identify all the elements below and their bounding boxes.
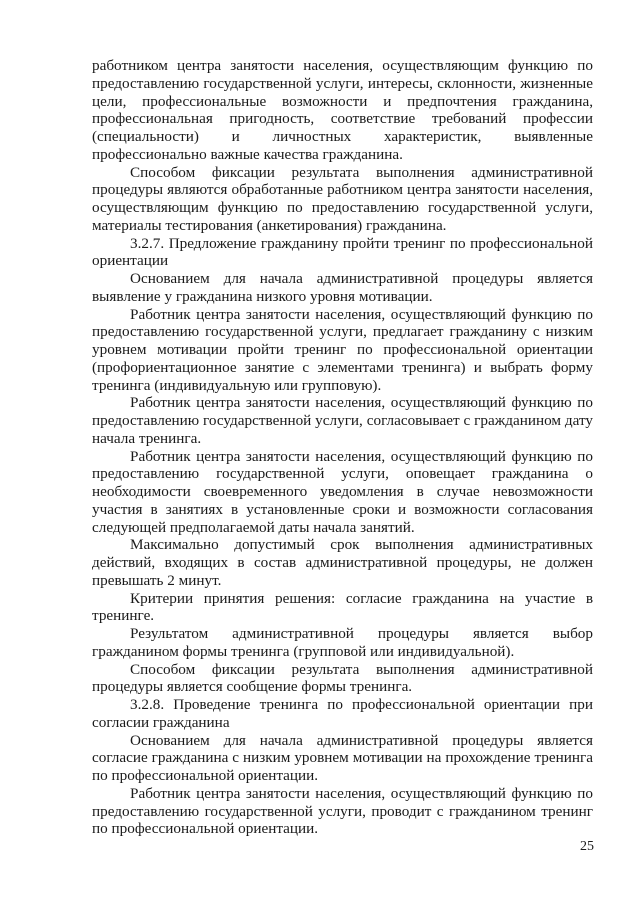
paragraph: Способом фиксации результата выполнения административной процедуры является сообщение формы тренинга. (92, 660, 593, 696)
section-heading: 3.2.7. Предложение гражданину пройти тренинг по профессиональной ориентации (92, 234, 593, 270)
paragraph: Работник центра занятости населения, осуществляющий функцию по предоставлению государственной услуги, предлагает гражданину с низким уровнем мотивации пройти тренинг по профессиональной ориентации (профориентационное занятие с элементами тренинга) и выбрать форму тренинга (индивидуальную или групповую). (92, 305, 593, 394)
paragraph: работником центра занятости населения, осуществляющим функцию по предоставлению государственной услуги, интересы, склонности, жизненные цели, профессиональные возможности и предпочтения гражданина, профессиональная пригодность, соответствие требований профессии (специальности) и личностных характеристик, выявленные профессионально важные качества гражданина. (92, 57, 593, 163)
paragraph: Способом фиксации результата выполнения административной процедуры являются обработанные работником центра занятости населения, осуществляющим функцию по предоставлению государственной услуги, материалы тестирования (анкетирования) гражданина. (92, 163, 593, 234)
section-heading: 3.2.8. Проведение тренинга по профессиональной ориентации при согласии гражданина (92, 696, 593, 731)
paragraph: Работник центра занятости населения, осуществляющий функцию по предоставлению государственной услуги, согласовывает с гражданином дату начала тренинга. (92, 394, 593, 447)
paragraph: Максимально допустимый срок выполнения административных действий, входящих в состав административной процедуры, не должен превышать 2 минут. (92, 536, 593, 589)
paragraph: Основанием для начала административной процедуры является выявление у гражданина низкого уровня мотивации. (92, 270, 593, 305)
paragraph: Работник центра занятости населения, осуществляющий функцию по предоставлению государственной услуги, оповещает гражданина о необходимости своевременного уведомления в случае невозможности участия в занятиях в установленные сроки и возможности согласования следующей предполагаемой даты начала занятий. (92, 447, 593, 536)
paragraph: Критерии принятия решения: согласие гражданина на участие в тренинге. (92, 589, 593, 625)
body-text (92, 57, 593, 838)
paragraph: Работник центра занятости населения, осуществляющий функцию по предоставлению государственной услуги, проводит с гражданином тренинг по профессиональной ориентации. (92, 784, 593, 838)
paragraph: Результатом административной процедуры является выбор гражданином формы тренинга (групповой или индивидуальной). (92, 625, 593, 660)
paragraph: Основанием для начала административной процедуры является согласие гражданина с низким уровнем мотивации на прохождение тренинга по профессиональной ориентации. (92, 731, 593, 784)
page-number: 25 (580, 839, 594, 854)
